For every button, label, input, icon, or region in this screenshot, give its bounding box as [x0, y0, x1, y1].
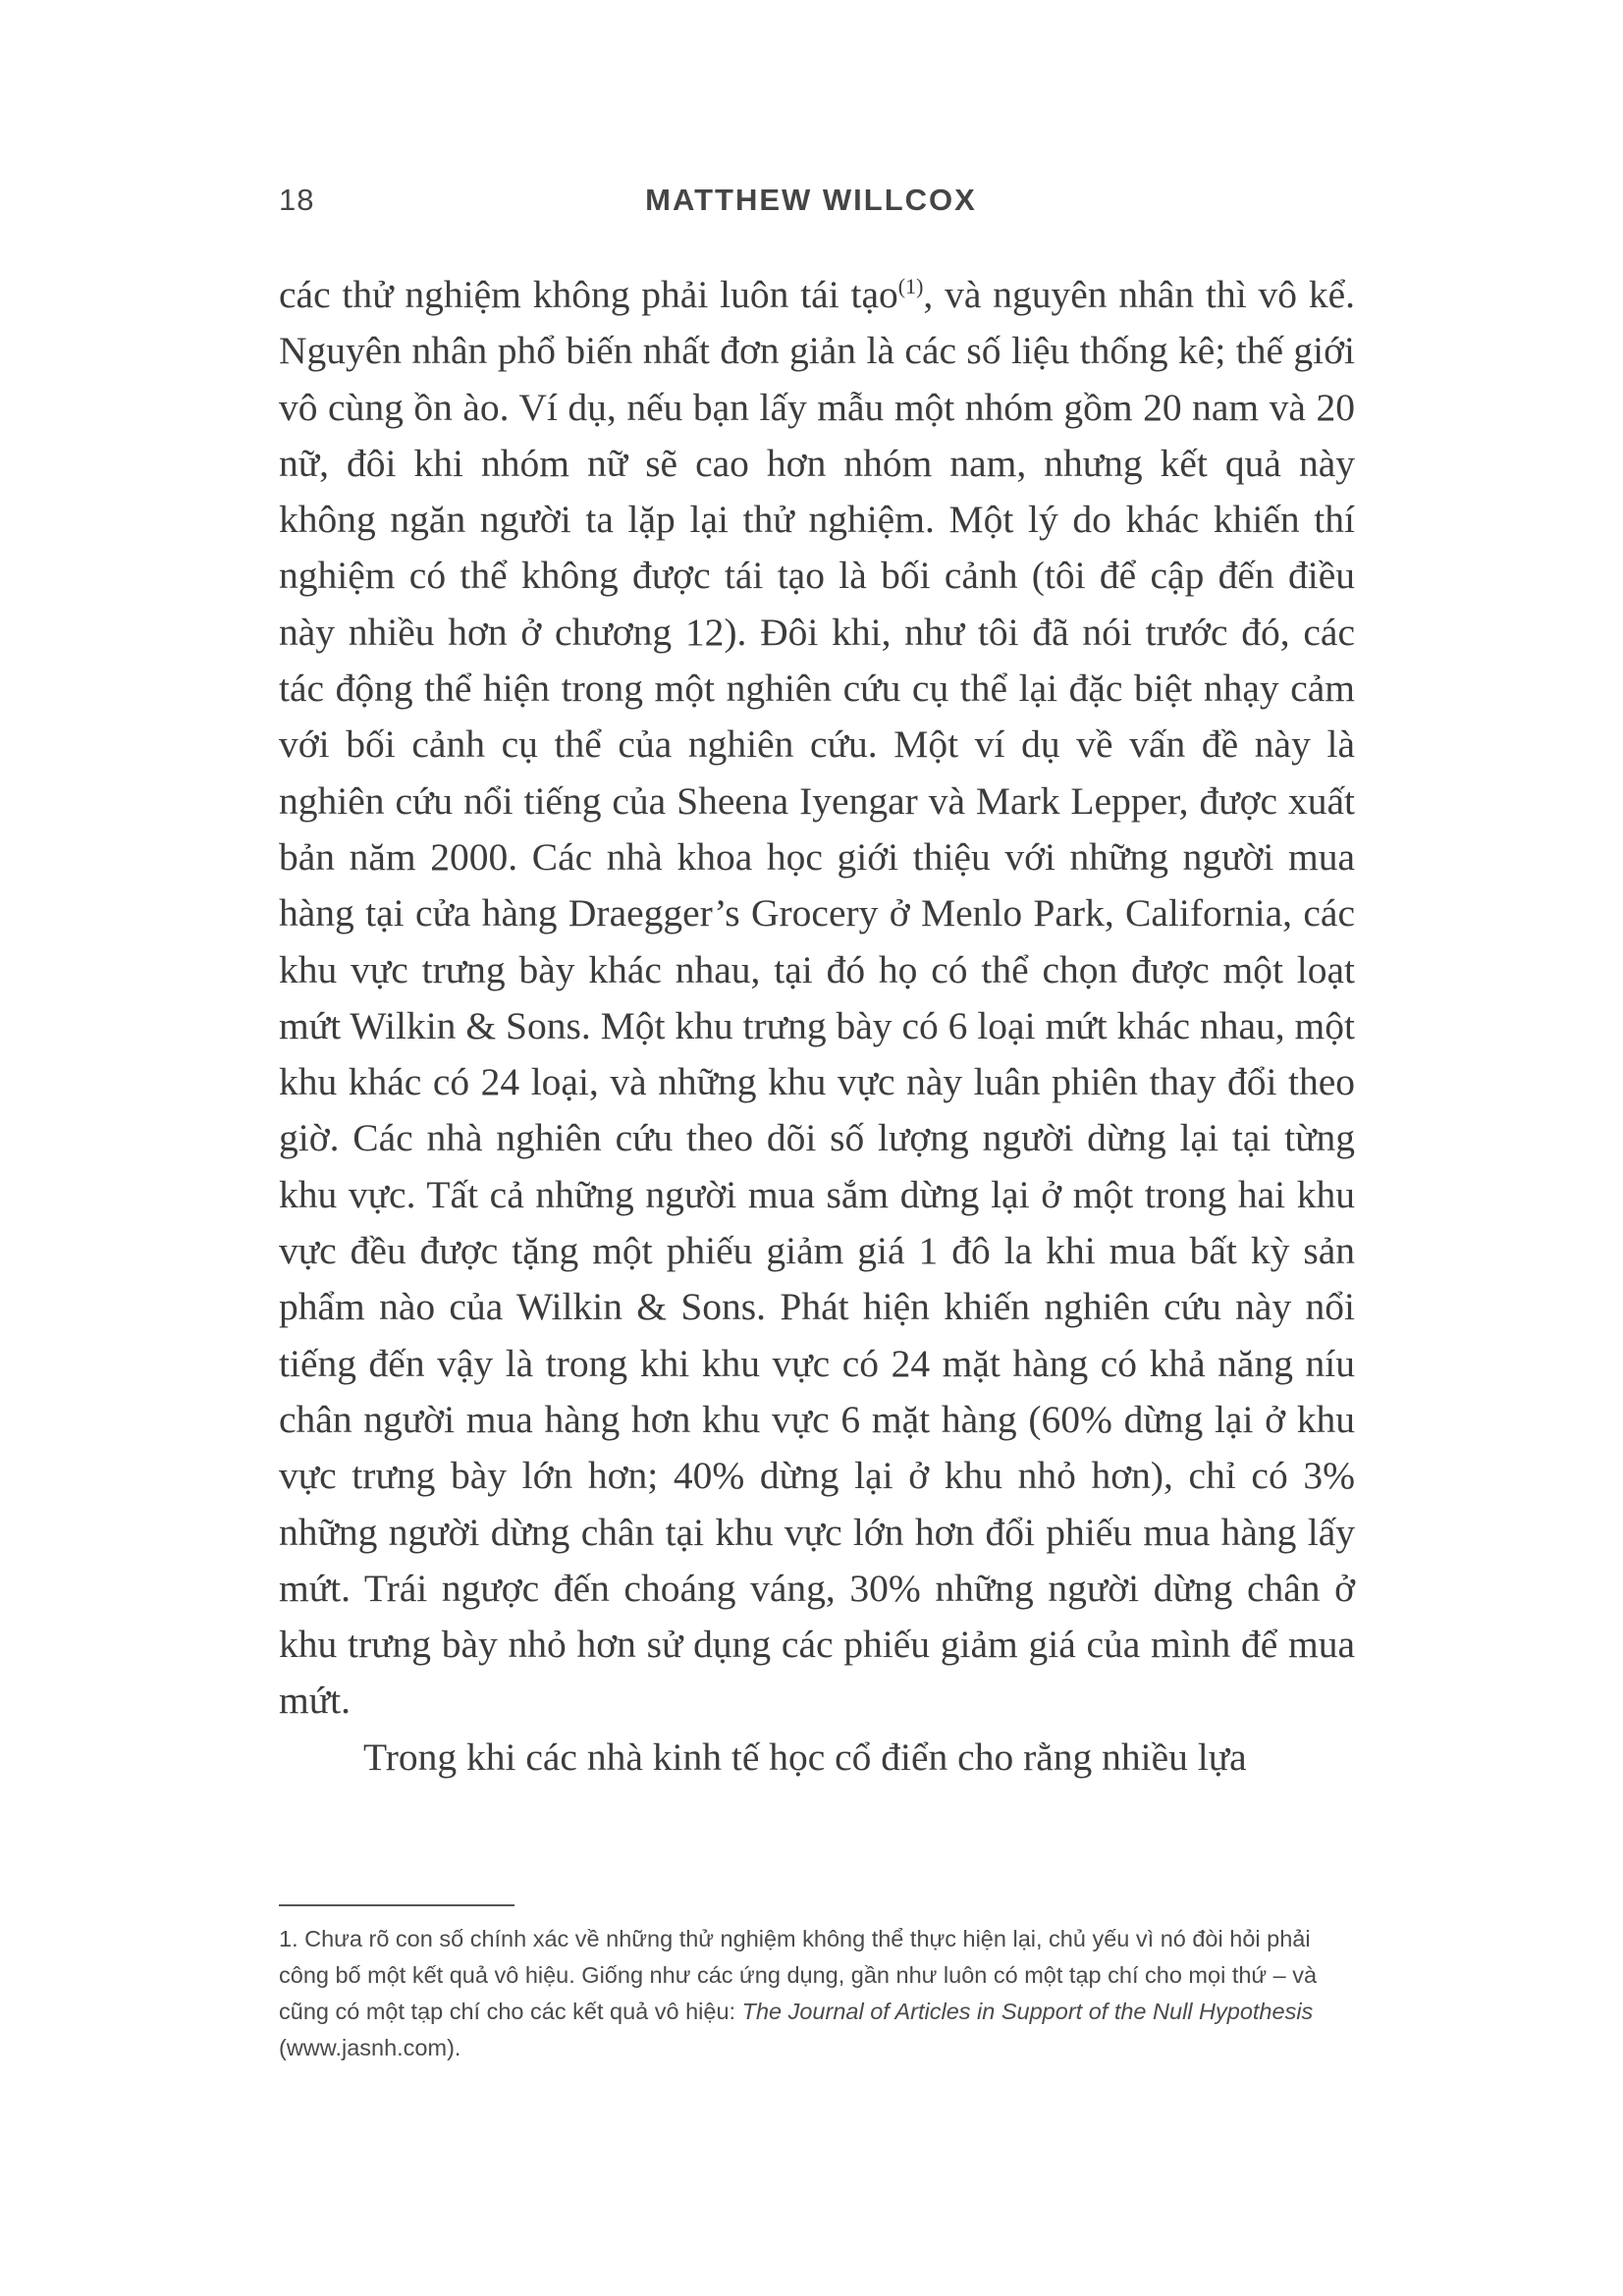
running-head: MATTHEW WILLCOX [645, 183, 977, 217]
footnote [279, 1921, 1355, 2066]
footnote-url: (www.jasnh.com). [279, 2035, 461, 2060]
footnote-reference: (1) [897, 274, 924, 298]
page-number: 18 [279, 183, 315, 217]
footnote-journal-title: The Journal of Articles in Support of the Null Hypothesis [741, 1999, 1314, 2024]
paragraph-2: Trong khi các nhà kinh tế học cổ điển cho rằng nhiều lựa [363, 1735, 1247, 1779]
paragraph-1-start: các thử nghiệm không phải luôn tái tạo [279, 273, 898, 316]
paragraph-1 [279, 267, 1355, 1730]
footnote-text: 1. Chưa rõ con số chính xác về những thử nghiệm không thể thực hiện lại, chủ yếu vì nó đòi hỏi phải công bố một kết quả vô hiệu. Giống như các ứng dụng, gần như luôn có một tạp chí cho mọi thứ – và cũng có một tạp chí cho các kết quả vô hiệu: [279, 1926, 1318, 2024]
body-text [279, 267, 1355, 1786]
paragraph-1-rest: , và nguyên nhân thì vô kể. Nguyên nhân phổ biến nhất đơn giản là các số liệu thống kê; thế giới vô cùng ồn ào. Ví dụ, nếu bạn lấy mẫu một nhóm gồm 20 nam và 20 nữ, đôi khi nhóm nữ sẽ cao hơn nhóm nam, nhưng kết quả này không ngăn người ta lặp lại thử nghiệm. Một lý do khác khiến thí nghiệm có thể không được tái tạo là bối cảnh (tôi để cập đến điều này nhiều hơn ở chương 12). Đôi khi, như tôi đã nói trước đó, các tác động thể hiện trong một nghiên cứu cụ thể lại đặc biệt nhạy cảm với bối cảnh cụ thể của nghiên cứu. Một ví dụ về vấn đề này là nghiên cứu nổi tiếng của Sheena Iyengar và Mark Lepper, được xuất bản năm 2000. Các nhà khoa học giới thiệu với những người mua hàng tại cửa hàng Draegger’s Grocery ở Menlo Park, California, các khu vực trưng bày khác nhau, tại đó họ có thể chọn được một loạt mứt Wilkin & Sons. Một khu trưng bày có 6 loại mứt khác nhau, một khu khác có 24 loại, và những khu vực này luân phiên thay đổi theo giờ. Các nhà nghiên cứu theo dõi số lượng người dừng lại tại từng khu vực. Tất cả những người mua sắm dừng lại ở một trong hai khu vực đều được tặng một phiếu giảm giá 1 đô la khi mua bất kỳ sản phẩm nào của Wilkin & Sons. Phát hiện khiến nghiên cứu này nổi tiếng đến vậy là trong khi khu vực có 24 mặt hàng có khả năng níu chân người mua hàng hơn khu vực 6 mặt hàng (60% dừng lại ở khu vực trưng bày lớn hơn; 40% dừng lại ở khu nhỏ hơn), chỉ có 3% những người dừng chân tại khu vực lớn hơn đổi phiếu mua hàng lấy mứt. Trái ngược đến choáng váng, 30% những người dừng chân ở khu trưng bày nhỏ hơn sử dụng các phiếu giảm giá của mình để mua mứt. [279, 273, 1355, 1723]
footnote-divider [279, 1904, 514, 1906]
